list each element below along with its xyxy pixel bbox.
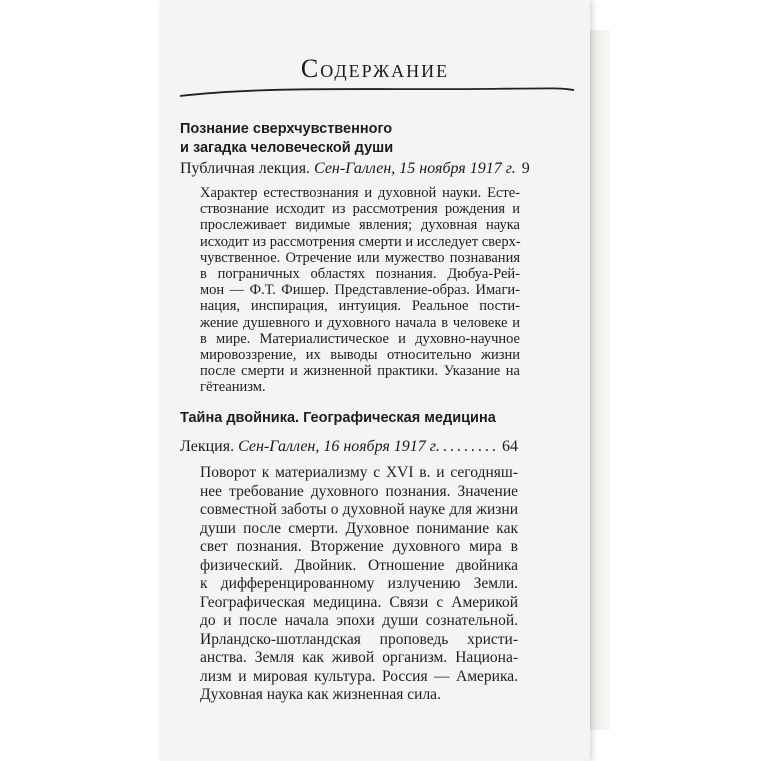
entry-place: Сен-Галлен, 16 ноября 1917 г.: [238, 438, 440, 455]
summary-line: физический. Двойник. Отношение двойника: [200, 556, 518, 574]
entry-prefix: Лекция.: [180, 438, 235, 455]
summary-line: ствознание исходит из рассмотрения рождения и: [200, 201, 520, 218]
summary-line: совместной заботы о духовной науке для жизни: [200, 501, 518, 518]
section-1-heading-line: Познание сверхчувственного: [180, 121, 393, 137]
summary-line: в мире. Материалистическое и духовно-научное: [200, 330, 520, 347]
section-2-summary: [200, 464, 518, 705]
summary-line: в пограничных областях познания. Дюбуа-Рей-: [200, 266, 520, 283]
summary-line: гётеанизм.: [200, 379, 266, 396]
entry-place: Сен-Галлен, 15 ноября 1917 г.: [314, 160, 516, 177]
summary-line: прослеживает видимые явления; духовная наука: [200, 217, 520, 234]
background-left: [0, 0, 160, 761]
summary-line: чувственное. Отречение или мужество познавания: [200, 249, 520, 266]
summary-line: души после смерти. Духовное понимание как: [200, 519, 518, 537]
summary-line: Географическая медицина. Связи с Америкой: [200, 593, 518, 611]
summary-line: исходит из рассмотрения смерти и исследует сверх-: [200, 233, 521, 250]
summary-line: нее требование духовного познания. Значение: [200, 482, 518, 500]
summary-line: жение душевного и духовного начала в человеке и: [200, 314, 520, 331]
summary-line: до и после начала эпохи души сознательной.: [200, 612, 518, 629]
underlying-page: [560, 0, 761, 761]
section-2-heading-line: Тайна двойника. Географическая медицина: [180, 410, 496, 426]
decorative-rule: [176, 84, 576, 104]
underlying-page-edge: [588, 30, 610, 730]
section-1-heading: [180, 120, 393, 158]
summary-line: свет познания. Вторжение духовного мира в: [200, 538, 518, 555]
summary-line: к дифференцированному излучению Земли.: [200, 575, 518, 592]
summary-line: Поворот к материализму с XVI в. и сегодняш-: [200, 464, 518, 481]
section-1-summary: [200, 185, 520, 396]
summary-line: Характер естествознания и духовной науки. Есте-: [200, 185, 520, 201]
summary-line: Ирландско-шотландская проповедь христи-: [200, 630, 518, 648]
section-2-entry[interactable]: [180, 438, 518, 456]
summary-line: мировоззрение, их выводы относительно жизни: [200, 347, 520, 364]
entry-prefix: Публичная лекция.: [180, 160, 311, 177]
summary-line: нация, инспирация, интуиция. Реальное пости-: [200, 298, 520, 315]
summary-line: после смерти и жизненной практики. Указание на: [200, 363, 520, 380]
page-title: Содержание: [300, 54, 450, 83]
page-number: 9: [521, 160, 530, 177]
summary-line: мон — Ф.Т. Фишер. Представление-образ. Имаги-: [200, 282, 520, 299]
leader-dots: [443, 438, 499, 456]
summary-line: анства. Земля как живой организм. Национа-: [200, 649, 518, 666]
summary-line: лизм и мировая культура. Россия — Америка.: [200, 667, 518, 685]
summary-line: Духовная наука как жизненная сила.: [200, 686, 441, 703]
section-2-heading: [180, 409, 496, 428]
section-1-entry[interactable]: [180, 160, 530, 178]
section-1-heading-line: и загадка человеческой души: [180, 140, 394, 156]
page-number: 64: [502, 438, 518, 455]
